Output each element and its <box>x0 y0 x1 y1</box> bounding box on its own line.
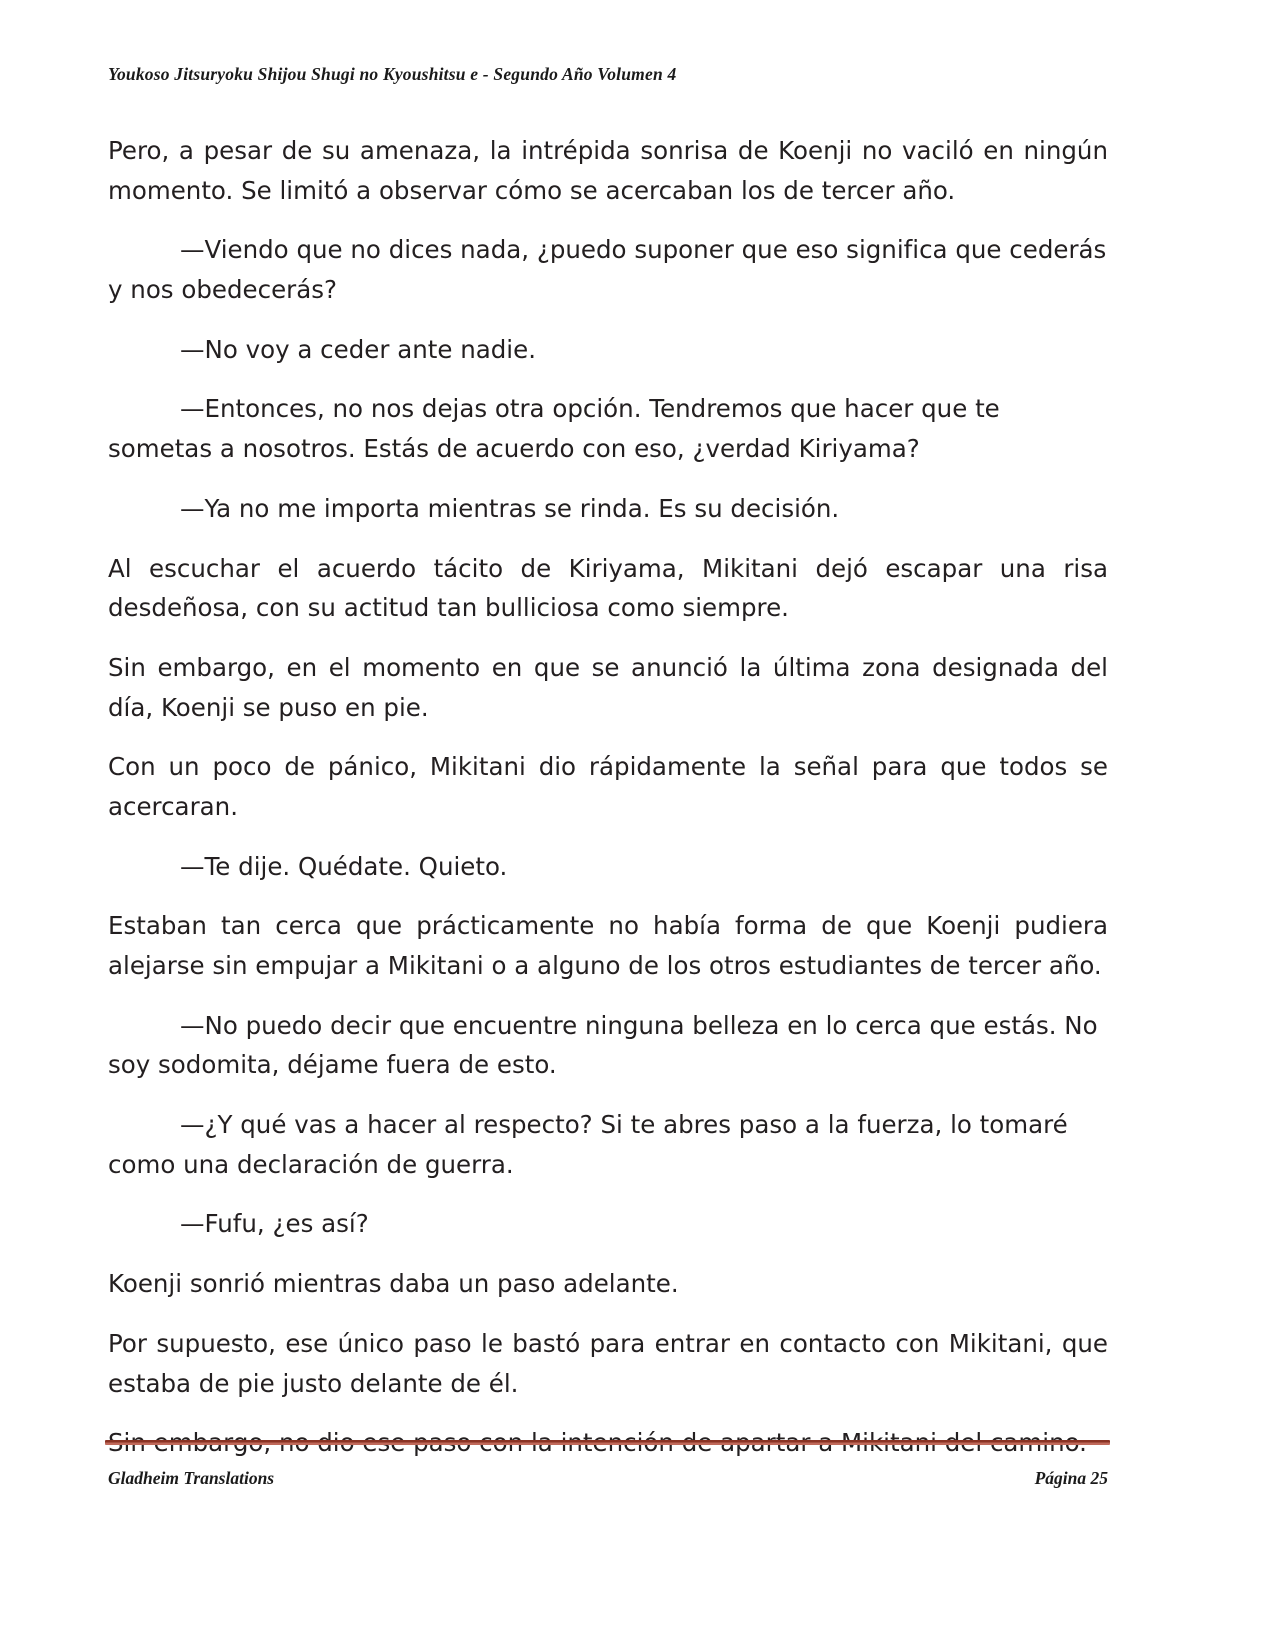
paragraph: —¿Y qué vas a hacer al respecto? Si te abres paso a la fuerza, lo tomaré como una declaración de guerra. <box>108 1110 1068 1179</box>
paragraph: —Te dije. Quédate. Quieto. <box>180 851 508 881</box>
body-text-container <box>108 131 1108 1463</box>
paragraph: Sin embargo, en el momento en que se anunció la última zona designada del día, Koenji se puso en pie. <box>108 652 1108 722</box>
paragraph: —Entonces, no nos dejas otra opción. Tendremos que hacer que te sometas a nosotros. Estás de acuerdo con eso, ¿verdad Kiriyama? <box>108 394 1000 464</box>
paragraph: —No puedo decir que encuentre ninguna belleza en lo cerca que estás. No soy sodomita, déjame fuera de esto. <box>108 1010 1098 1080</box>
paragraph: Por supuesto, ese único paso le bastó para entrar en contacto con Mikitani, que estaba de pie justo delante de él. <box>108 1328 1108 1398</box>
paragraph: —No voy a ceder ante nadie. <box>180 334 536 364</box>
paragraph: —Viendo que no dices nada, ¿puedo suponer que eso significa que cederás y nos obedecerás? <box>108 235 1107 305</box>
paragraph: Koenji sonrió mientras daba un paso adelante. <box>108 1269 679 1299</box>
footer-divider <box>105 1440 1110 1445</box>
paragraph: Con un poco de pánico, Mikitani dio rápidamente la señal para que todos se acercaran. <box>108 752 1108 821</box>
page-content <box>108 64 1108 1483</box>
page-footer <box>108 1468 1108 1489</box>
paragraph: —Fufu, ¿es así? <box>180 1209 369 1239</box>
paragraph: —Ya no me importa mientras se rinda. Es su decisión. <box>180 493 840 523</box>
footer-translator-credit: Gladheim Translations <box>108 1468 275 1488</box>
footer-page-number: Página 25 <box>1034 1468 1108 1488</box>
paragraph: Al escuchar el acuerdo tácito de Kiriyama, Mikitani dejó escapar una risa desdeñosa, con su actitud tan bulliciosa como siempre. <box>108 553 1108 623</box>
paragraph: Pero, a pesar de su amenaza, la intrépida sonrisa de Koenji no vaciló en ningún momento. Se limitó a observar cómo se acercaban los de tercer año. <box>108 136 1108 205</box>
document-header-title: Youkoso Jitsuryoku Shijou Shugi no Kyoushitsu e - Segundo Año Volumen 4 <box>108 64 677 84</box>
paragraph: Estaban tan cerca que prácticamente no había forma de que Koenji pudiera alejarse sin empujar a Mikitani o a alguno de los otros estudiantes de tercer año. <box>108 911 1108 980</box>
